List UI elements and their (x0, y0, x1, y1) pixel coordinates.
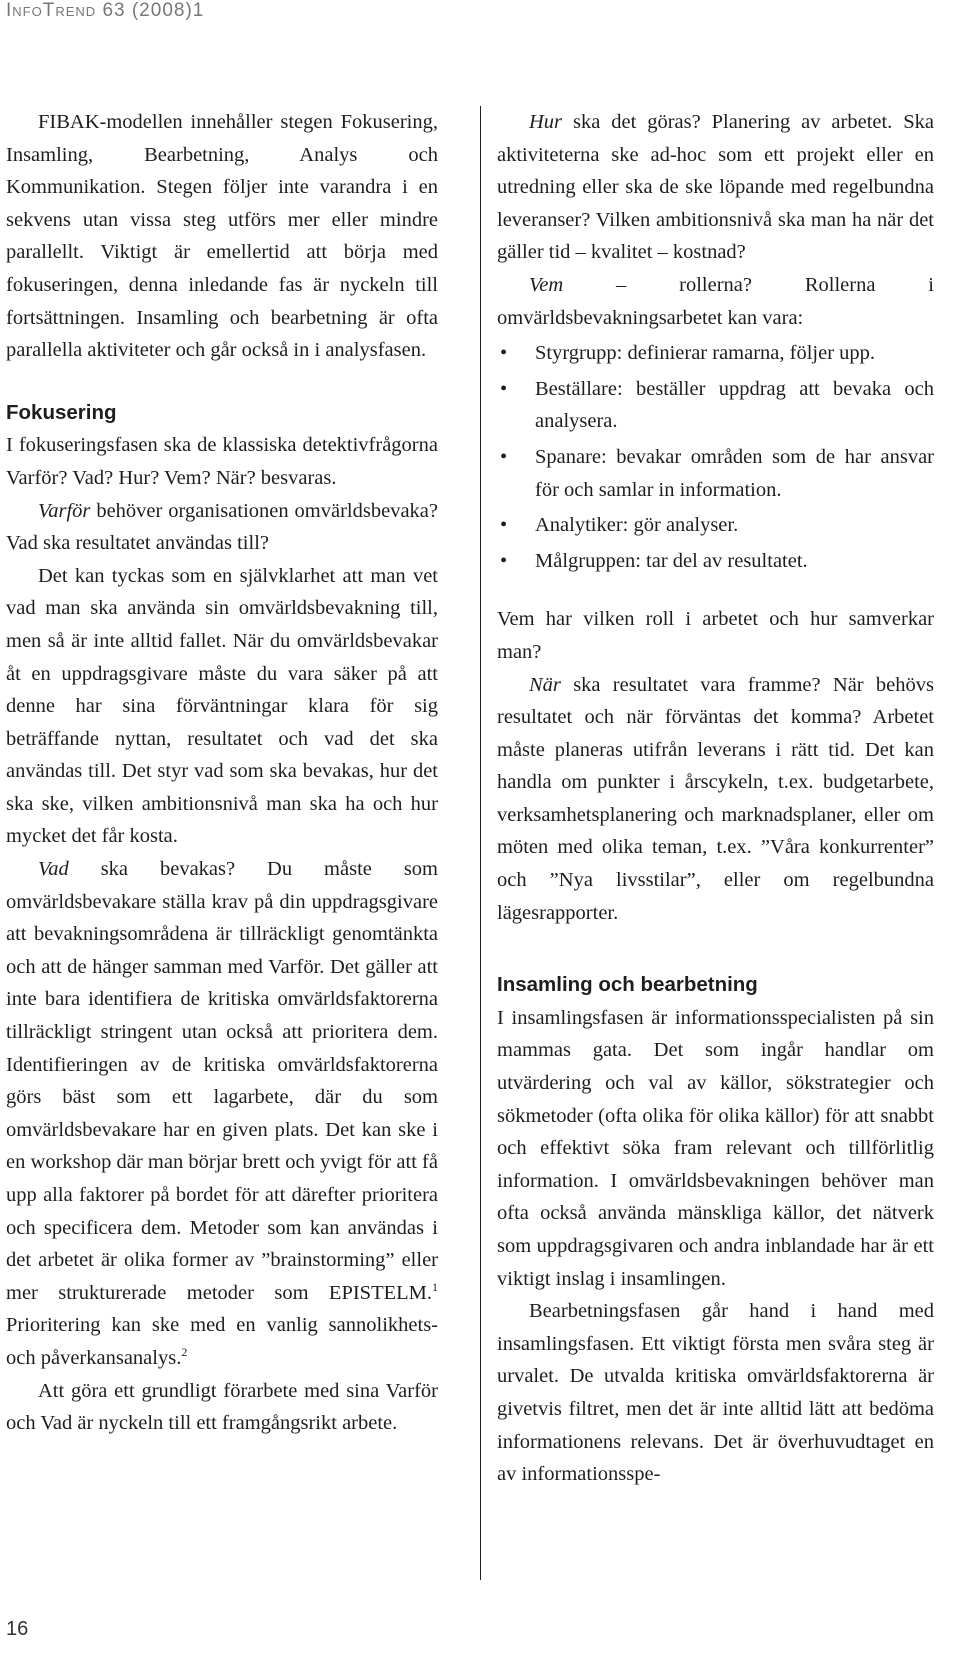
vad-term: Vad (38, 858, 69, 881)
right-column (497, 106, 934, 1491)
nar-term: När (529, 673, 561, 696)
list-item: • Analytiker: gör analyser. (497, 509, 934, 542)
heading-fokusering: Fokusering (6, 400, 117, 424)
heading-insamling: Insamling och bearbetning (497, 973, 758, 997)
vad-text-cont: Prioritering kan ske med en vanlig sannolikhets- och påverkansanalys. (6, 1314, 438, 1369)
roles-list (497, 337, 934, 577)
running-head: InfoTrend 63 (2008)1 (6, 0, 205, 21)
forarbete-paragraph: Att göra ett grundligt förarbete med sina Varför och Vad är nyckeln till ett framgångsrikt arbete. (6, 1379, 438, 1435)
list-item: • Spanare: bevakar områden som de har ansvar för och samlar in information. (497, 441, 934, 506)
list-item: • Målgruppen: tar del av resultatet. (497, 545, 934, 578)
vad-paragraph (6, 853, 438, 1375)
footnote-ref-1[interactable]: 1 (432, 1279, 438, 1294)
hur-paragraph (497, 106, 934, 269)
left-column (6, 106, 438, 1440)
varfor-term: Varför (38, 499, 91, 522)
fokusering-paragraph: I fokuseringsfasen ska de klassiska detektivfrågorna Varför? Vad? Hur? Vem? När? besvaras. (6, 434, 438, 489)
vem-text: – rollerna? Rollerna i omvärldsbevakningsarbetet kan vara: (497, 273, 934, 329)
nar-paragraph (497, 669, 934, 930)
intro-paragraph: FIBAK-modellen innehåller stegen Fokusering, Insamling, Bearbetning, Analys och Kommunikation. Stegen följer inte varandra i en sekvens utan vissa steg utförs mer eller mindre parallellt. Viktigt är emellertid att börja med fokuseringen, denna inledande fas är nyckeln till fortsättningen. Insamling och bearbetning är ofta parallella aktiviteter och går också in i analysfasen. (6, 111, 438, 362)
hur-text: ska det göras? Planering av arbetet. Ska aktiviteterna ske ad-hoc som ett projekt eller en utredning eller ska de ske löpande med regelbundna leveranser? Vilken ambitionsnivå ska man ha när det gäller tid – kvalitet – kostnad? (497, 111, 934, 264)
column-divider (480, 106, 481, 1580)
vad-text: ska bevakas? Du måste som omvärldsbevakare ställa krav på din uppdragsgivare att bevakningsområdena är tillräckligt genomtänkta och att de hänger samman med Varför. Det gäller att inte bara identifiera de kritiska omvärldsfaktorerna tillräckligt stringent utan också att prioritera dem. Identifieringen av de kritiska omvärldsfaktorerna görs bäst som ett lagarbete, där du som omvärldsbevakare har en given plats. Det kan ske i en workshop där man börjar brett och yvigt för att få upp alla faktorer på bordet för att därefter prioritera och specificera dem. Metoder som kan användas i det arbetet är olika former av ”brainstorming” eller mer strukturerade metoder som EPISTELM. (6, 858, 438, 1304)
page-number: 16 (6, 1618, 29, 1640)
hur-term: Hur (529, 111, 563, 133)
vem-term: Vem (529, 273, 564, 296)
list-item: • Styrgrupp: definierar ramarna, följer upp. (497, 337, 934, 370)
bearbetning-paragraph: Bearbetningsfasen går hand i hand med insamlingsfasen. Ett viktigt första men svåra steg är urvalet. De utvalda kritiska omvärldsfaktorerna är givetvis filtret, men det är inte alltid lätt att bedöma informationens relevans. Det är överhuvudtaget en av informationsspe- (497, 1300, 934, 1486)
sjalvklarhet-paragraph: Det kan tyckas som en självklarhet att man vet vad man ska använda sin omvärldsbevakning till, men så är inte alltid fallet. När du omvärldsbevakar åt en uppdragsgivare måste du vara säker på att denne har sina förväntningar klara för sig beträffande nyttan, resultatet och vad det ska användas till. Det styr vad som ska bevakas, hur det ska ske, vilken ambitionsnivå man ska ha och hur mycket det får kosta. (6, 564, 438, 848)
insamling-paragraph: I insamlingsfasen är informationsspecialisten på sin mammas gata. Det som ingår handlar om utvärdering och val av källor, sökstrategier och sökmetoder (ofta olika för olika källor) för att snabbt och effektivt söka fram relevant och tillförlitlig information. I omvärldsbevakningen behöver man ofta också använda mänskliga källor, det nätverk som uppdragsgivaren och andra inblandade har är ett viktigt inslag i insamlingen. (497, 1006, 934, 1290)
list-item: • Beställare: beställer uppdrag att bevaka och analysera. (497, 373, 934, 438)
varfor-text: behöver organisationen omvärldsbevaka? Vad ska resultatet användas till? (6, 499, 438, 555)
footnote-ref-2[interactable]: 2 (181, 1344, 188, 1359)
nar-text: ska resultatet vara framme? När behövs resultatet och när förväntas det komma? Arbetet måste planeras utifrån leverans i rätt tid. Det kan handla om punkter i årscykeln, t.ex. budgetarbete, verksamhetsplanering och marknadsplaner, eller om möten med olika teman, t.ex. ”Våra konkurrenter” och ”Nya livsstilar”, eller om regelbundna lägesrapporter. (497, 673, 934, 924)
samverkan-paragraph: Vem har vilken roll i arbetet och hur samverkar man? (497, 608, 934, 663)
vem-paragraph (497, 269, 934, 334)
varfor-paragraph (6, 495, 438, 560)
